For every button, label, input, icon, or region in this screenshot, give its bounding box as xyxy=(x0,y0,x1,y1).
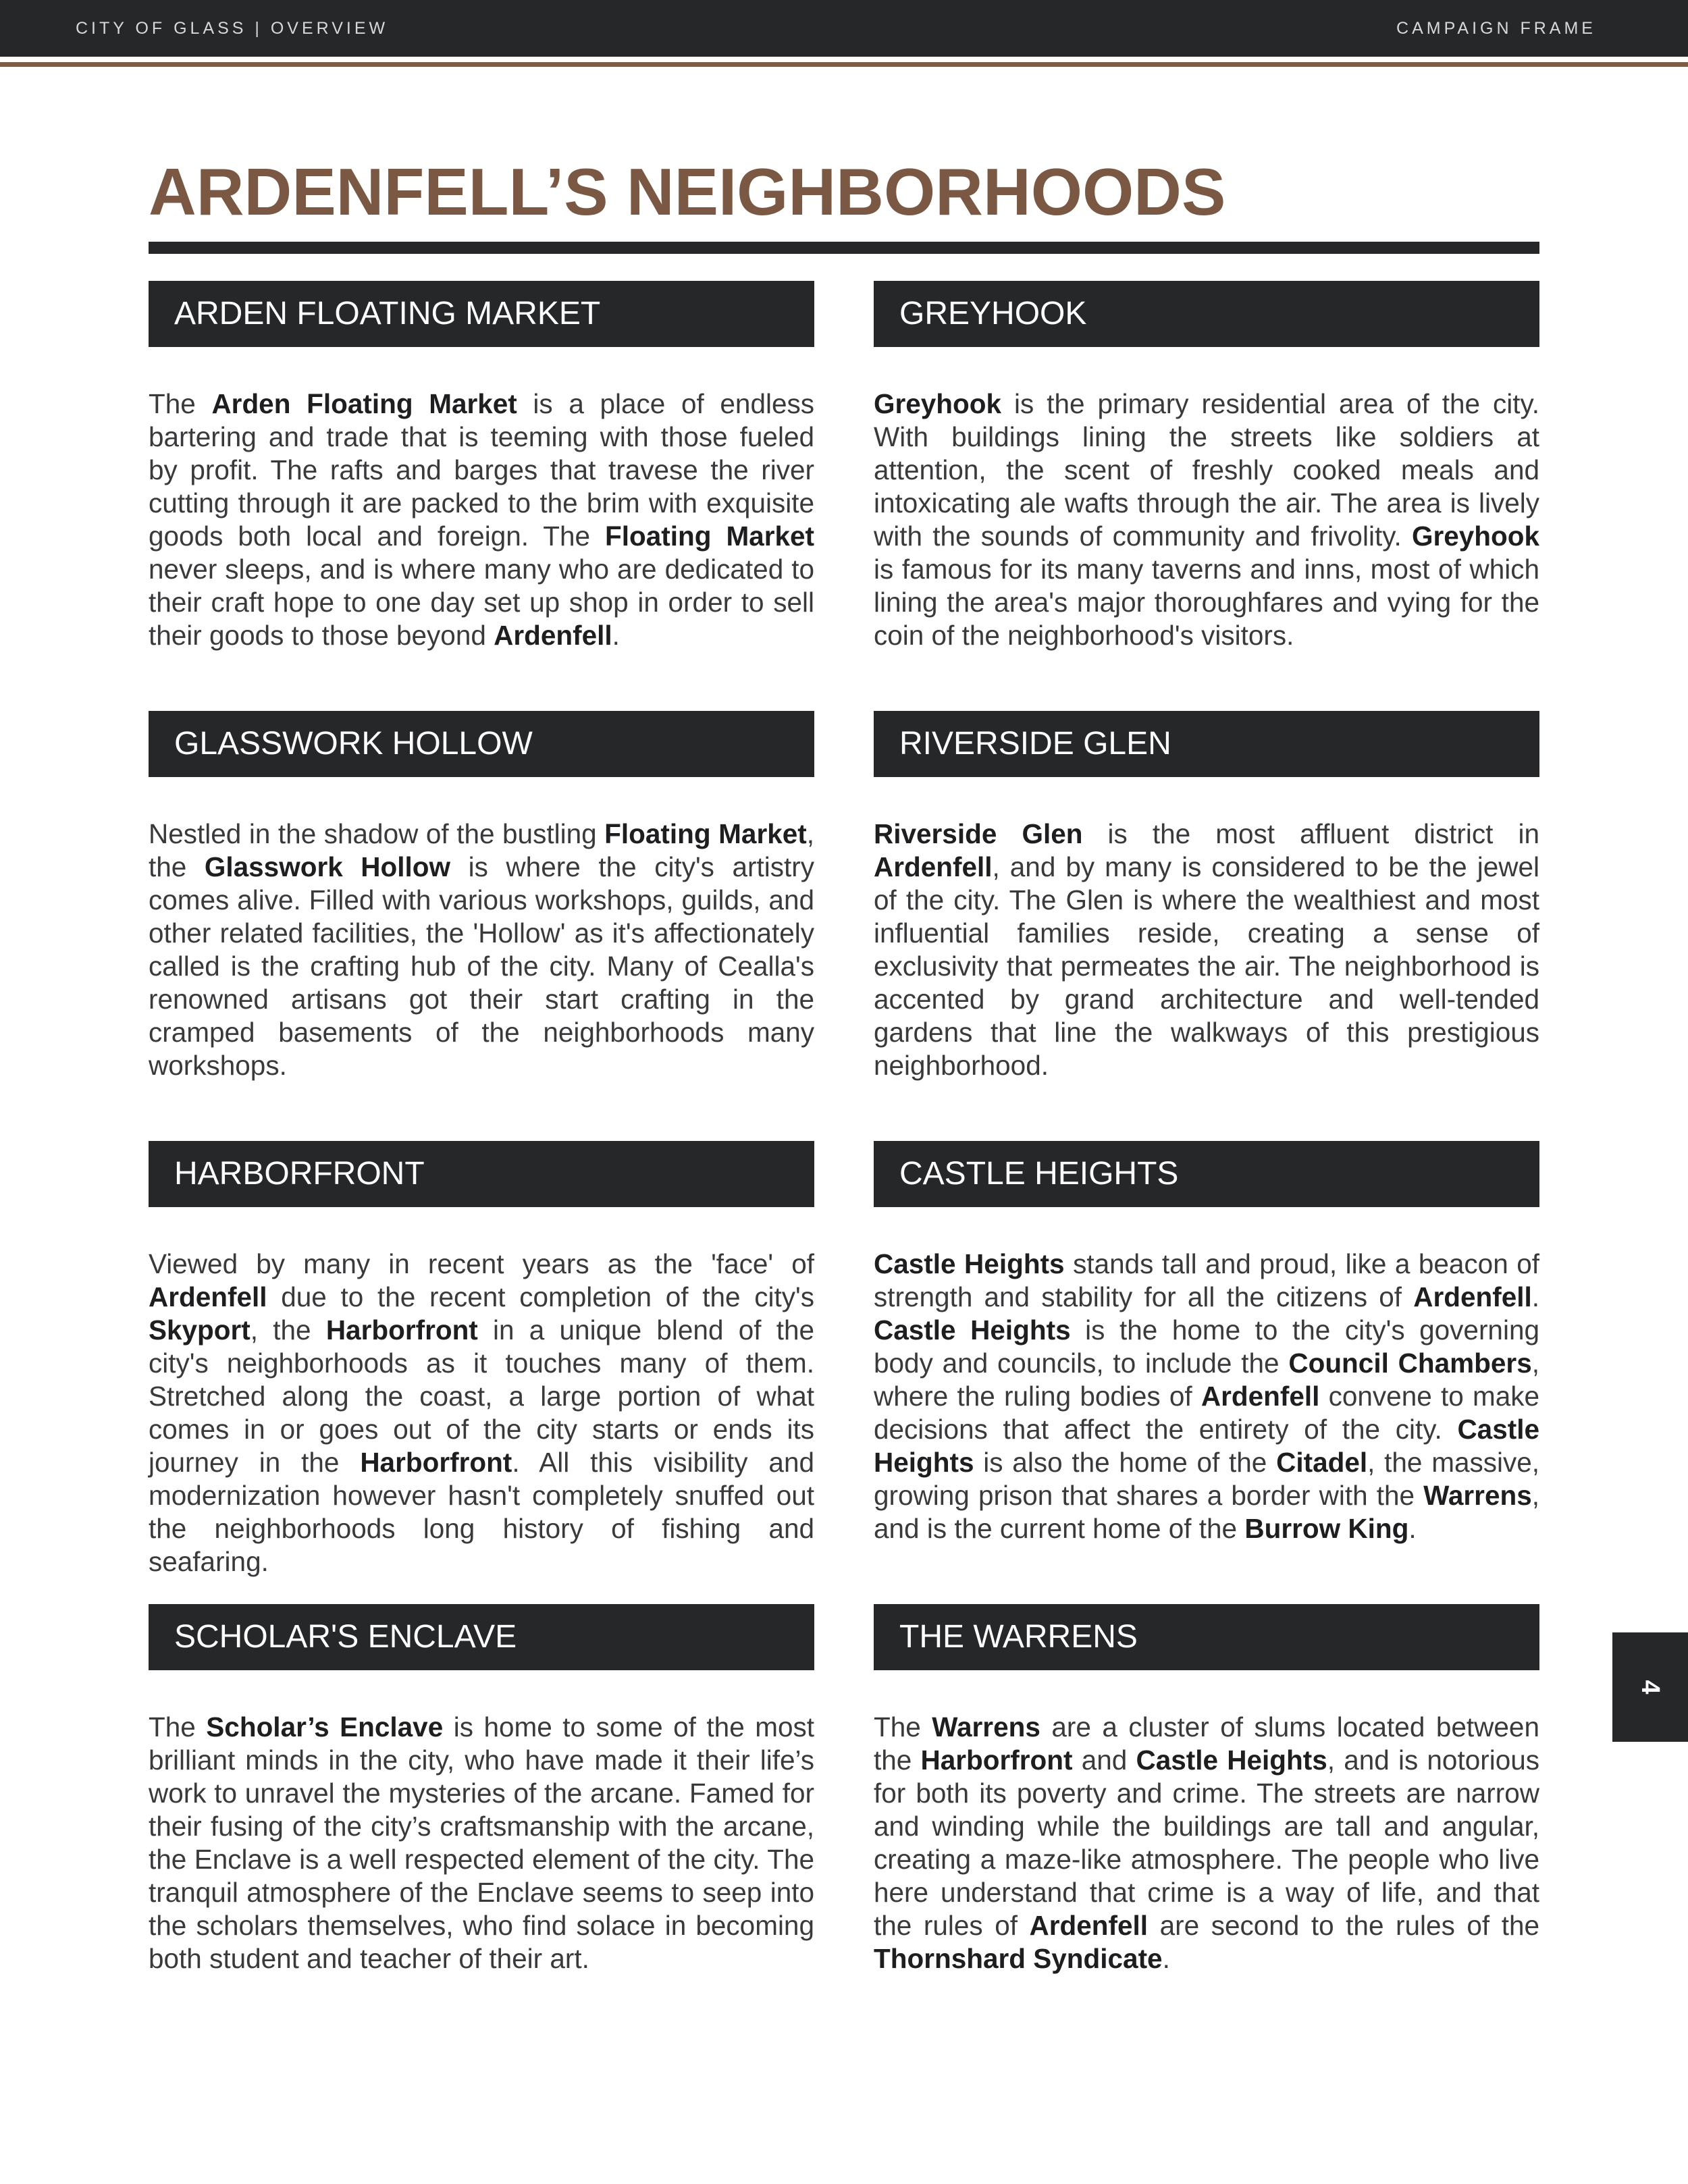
text-run: , and by many is considered to be the jewel of the city. The Glen is where the wealthiest and most influential families reside, creating a sense of exclusivity that permeates the air. The neighborhood is accented by grand architecture and well-tended gardens that line the walkways of this prestigious neighborhood. xyxy=(874,851,1539,1081)
bold-term: Greyhook xyxy=(874,388,1002,419)
bold-term: Arden Floating Market xyxy=(211,388,517,419)
bold-term: Thornshard Syndicate xyxy=(874,1943,1163,1974)
bold-term: Scholar’s Enclave xyxy=(206,1711,444,1742)
bold-term: Floating Market xyxy=(605,521,814,552)
bold-term: Ardenfell xyxy=(1029,1910,1149,1941)
page-title: ARDENFELL’S NEIGHBORHOODS xyxy=(149,155,1226,229)
text-run: . xyxy=(612,620,620,651)
section-body xyxy=(149,388,814,652)
text-run: , the xyxy=(149,818,815,882)
text-run: The xyxy=(874,1711,932,1742)
section-body xyxy=(874,1711,1539,1975)
bold-term: Castle Heights xyxy=(874,1248,1065,1279)
section-heading: THE WARRENS xyxy=(874,1604,1539,1670)
running-header xyxy=(0,0,1688,57)
bold-term: Harborfront xyxy=(325,1314,478,1346)
bold-term: Ardenfell xyxy=(1201,1381,1320,1412)
text-run: . xyxy=(1162,1943,1170,1974)
section-heading: GLASSWORK HOLLOW xyxy=(149,711,814,777)
page-number-tab xyxy=(1612,1632,1688,1742)
header-left-label: CITY OF GLASS | OVERVIEW xyxy=(76,19,389,38)
text-run: Nestled in the shadow of the bustling xyxy=(149,818,605,849)
text-run: and xyxy=(1072,1744,1136,1776)
bold-term: Burrow King xyxy=(1244,1513,1409,1544)
section-body xyxy=(874,818,1539,1082)
text-run: is also the home of the xyxy=(974,1447,1277,1478)
text-run: The xyxy=(149,388,212,419)
section-body xyxy=(149,1248,814,1578)
section-body xyxy=(874,388,1539,652)
section-greyhook xyxy=(874,281,1539,652)
section-body xyxy=(149,818,814,1082)
section-heading: GREYHOOK xyxy=(874,281,1539,347)
bold-term: Council Chambers xyxy=(1288,1348,1532,1379)
bold-term: Castle Heights xyxy=(1136,1744,1327,1776)
text-run: is the home to the city's governing body and councils, to include the xyxy=(874,1314,1540,1379)
title-underline xyxy=(149,242,1539,254)
text-run: , where the ruling bodies of xyxy=(874,1348,1539,1412)
section-glasswork-hollow xyxy=(149,711,814,1082)
bold-term: Citadel xyxy=(1276,1447,1368,1478)
text-run: are second to the rules of the xyxy=(1148,1910,1539,1941)
text-run: . All this visibility and modernization however hasn't completely snuffed out the neighborhoods long history of fishing and seafaring. xyxy=(149,1447,814,1577)
text-run: . xyxy=(1531,1281,1539,1312)
text-run: in a unique blend of the city's neighborhoods as it touches many of them. Stretched along the coast, a large portion of what comes in or goes out of the city starts or ends its journey in the xyxy=(149,1314,814,1478)
text-run: is famous for its many taverns and inns, most of which lining the area's major thoroughfares and vying for the coin of the neighborhood's visitors. xyxy=(874,554,1539,651)
text-run: , and is notorious for both its poverty and crime. The streets are narrow and winding while the buildings are tall and angular, creating a maze-like atmosphere. The people who live here understand that crime is a way of life, and that the rules of xyxy=(874,1744,1540,1941)
text-run: stands tall and proud, like a beacon of strength and stability for all the citizens of xyxy=(874,1248,1540,1312)
section-harborfront xyxy=(149,1141,814,1578)
section-arden-floating-market xyxy=(149,281,814,652)
text-run: The xyxy=(149,1711,207,1742)
bold-term: Warrens xyxy=(1423,1480,1532,1511)
bold-term: Castle Heights xyxy=(874,1314,1071,1346)
section-heading: ARDEN FLOATING MARKET xyxy=(149,281,814,347)
section-castle-heights xyxy=(874,1141,1539,1545)
text-run: is a place of endless bartering and trade that is teeming with those fueled by profit. The rafts and barges that travese the river cutting through it are packed to the brim with exquisite goods both local and foreign. The xyxy=(149,388,814,552)
bold-term: Glasswork Hollow xyxy=(204,851,451,882)
section-body xyxy=(874,1248,1539,1545)
bold-term: Castle Heights xyxy=(874,1414,1539,1478)
text-run: is the primary residential area of the city. With buildings lining the streets like soldiers at attention, the scent of freshly cooked meals and intoxicating ale wafts through the air. The area is lively with the sounds of community and frivolity. xyxy=(874,388,1539,552)
header-accent-rule xyxy=(0,62,1688,67)
section-body xyxy=(149,1711,814,1975)
text-run: never sleeps, and is where many who are dedicated to their craft hope to one day set up shop in order to sell their goods to those beyond xyxy=(149,554,814,651)
text-run: convene to make decisions that affect the entirety of the city. xyxy=(874,1381,1539,1445)
bold-term: Harborfront xyxy=(360,1447,512,1478)
bold-term: Riverside Glen xyxy=(874,818,1083,849)
text-run: , and is the current home of the xyxy=(874,1480,1539,1544)
text-run: . xyxy=(1408,1513,1417,1544)
bold-term: Floating Market xyxy=(604,818,807,849)
text-run: are a cluster of slums located between the xyxy=(874,1711,1539,1776)
text-run: is where the city's artistry comes alive. Filled with various workshops, guilds, and other related facilities, the 'Hollow' as it's affectionately called is the crafting hub of the city. Many of Cealla's renowned artisans got their start crafting in the cramped basements of the neighborhoods many workshops. xyxy=(149,851,814,1081)
text-run: due to the recent completion of the city's xyxy=(267,1281,814,1312)
section-scholars-enclave xyxy=(149,1604,814,1975)
page-number: 4 xyxy=(1636,1680,1665,1695)
bold-term: Warrens xyxy=(932,1711,1040,1742)
section-heading: RIVERSIDE GLEN xyxy=(874,711,1539,777)
section-riverside-glen xyxy=(874,711,1539,1082)
text-run: , the massive, growing prison that shares a border with the xyxy=(874,1447,1540,1511)
section-the-warrens xyxy=(874,1604,1539,1975)
bold-term: Harborfront xyxy=(920,1744,1073,1776)
section-heading: CASTLE HEIGHTS xyxy=(874,1141,1539,1207)
bold-term: Ardenfell xyxy=(494,620,612,651)
text-run: , the xyxy=(250,1314,326,1346)
header-right-label: CAMPAIGN FRAME xyxy=(1396,19,1596,38)
bold-term: Ardenfell xyxy=(149,1281,267,1312)
text-run: Viewed by many in recent years as the 'face' of xyxy=(149,1248,814,1279)
text-run: is home to some of the most brilliant minds in the city, who have made it their life’s work to unravel the mysteries of the arcane. Famed for their fusing of the city’s craftsmanship with the arcane, the Enclave is a well respected element of the city. The tranquil atmosphere of the Enclave seems to seep into the scholars themselves, who find solace in becoming both student and teacher of their art. xyxy=(149,1711,814,1974)
bold-term: Skyport xyxy=(149,1314,250,1346)
bold-term: Greyhook xyxy=(1411,521,1539,552)
bold-term: Ardenfell xyxy=(1413,1281,1532,1312)
section-heading: HARBORFRONT xyxy=(149,1141,814,1207)
bold-term: Ardenfell xyxy=(874,851,993,882)
text-run: is the most affluent district in xyxy=(1082,818,1539,849)
section-heading: SCHOLAR'S ENCLAVE xyxy=(149,1604,814,1670)
